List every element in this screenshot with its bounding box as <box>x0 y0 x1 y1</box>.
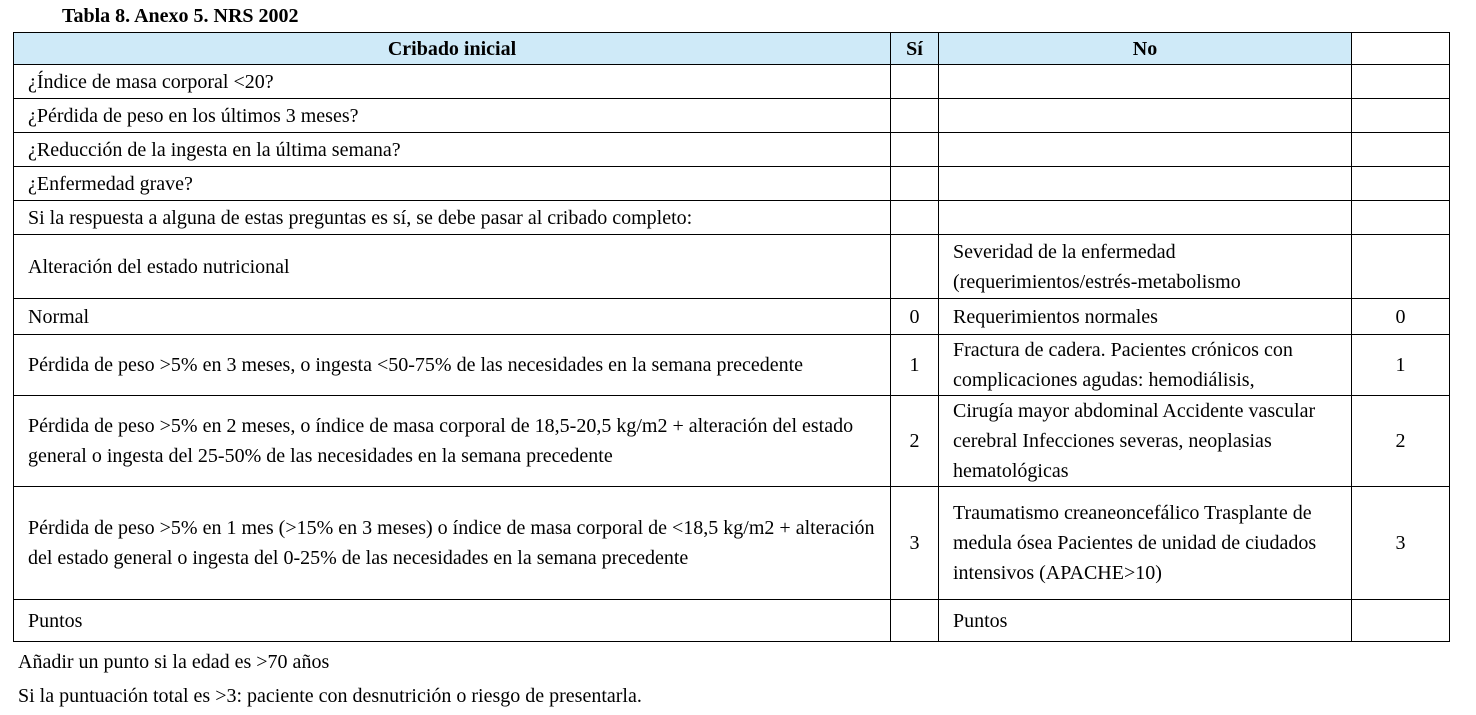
answer-no-cell <box>939 99 1352 133</box>
question-perdida-peso: ¿Pérdida de peso en los últimos 3 meses? <box>14 99 891 133</box>
header-row <box>14 33 1450 65</box>
header-cribado-inicial: Cribado inicial <box>14 33 891 65</box>
answer-extra-cell <box>1352 99 1450 133</box>
question-enfermedad-grave: ¿Enfermedad grave? <box>14 167 891 201</box>
severity-desc: Fractura de cadera. Pacientes crónicos con complicaciones agudas: hemodiálisis, <box>939 335 1352 396</box>
header-no: No <box>939 33 1352 65</box>
table-row <box>14 99 1450 133</box>
table-row <box>14 396 1450 487</box>
question-ingesta: ¿Reducción de la ingesta en la última semana? <box>14 133 891 167</box>
severity-desc: Traumatismo creaneoncefálico Trasplante de medula ósea Pacientes de unidad de ciudados intensivos (APACHE>10) <box>939 487 1352 600</box>
table-row <box>14 65 1450 99</box>
nutrition-score: 1 <box>891 335 939 396</box>
table-row <box>14 487 1450 600</box>
nutrition-desc: Pérdida de peso >5% en 2 meses, o índice de masa corporal de 18,5-20,5 kg/m2 + alteración del estado general o ingesta del 25-50% de las necesidades en la semana precedente <box>14 396 891 487</box>
empty-cell <box>891 235 939 299</box>
points-row <box>14 600 1450 642</box>
answer-extra-cell <box>1352 133 1450 167</box>
severity-desc: Requerimientos normales <box>939 299 1352 335</box>
points-label-right: Puntos <box>939 600 1352 642</box>
table-row <box>14 335 1450 396</box>
table-row <box>14 201 1450 235</box>
footer-note-score: Si la puntuación total es >3: paciente con desnutrición o riesgo de presentarla. <box>18 685 642 707</box>
severity-score: 2 <box>1352 396 1450 487</box>
empty-cell <box>939 201 1352 235</box>
table-row <box>14 167 1450 201</box>
nutrition-score: 3 <box>891 487 939 600</box>
answer-si-cell <box>891 167 939 201</box>
points-value-right <box>1352 600 1450 642</box>
severity-header-line1: Severidad de la enfermedad <box>953 240 1176 263</box>
answer-extra-cell <box>1352 65 1450 99</box>
empty-cell <box>891 201 939 235</box>
severity-score: 3 <box>1352 487 1450 600</box>
severity-desc: Cirugía mayor abdominal Accidente vascular cerebral Infecciones severas, neoplasias hematológicas <box>939 396 1352 487</box>
severity-header-line2: (requerimientos/estrés-metabolismo <box>953 270 1241 293</box>
severity-score: 0 <box>1352 299 1450 335</box>
nutrition-score: 0 <box>891 299 939 335</box>
answer-si-cell <box>891 65 939 99</box>
points-value-left <box>891 600 939 642</box>
points-label-left: Puntos <box>14 600 891 642</box>
nutrition-desc: Pérdida de peso >5% en 3 meses, o ingesta <50-75% de las necesidades en la semana precedente <box>14 335 891 396</box>
footer-note-age: Añadir un punto si la edad es >70 años <box>18 651 330 673</box>
section-header-row <box>14 235 1450 299</box>
answer-si-cell <box>891 133 939 167</box>
answer-si-cell <box>891 99 939 133</box>
table-row <box>14 133 1450 167</box>
severity-score: 1 <box>1352 335 1450 396</box>
answer-no-cell <box>939 167 1352 201</box>
empty-cell <box>1352 235 1450 299</box>
table-caption: Tabla 8. Anexo 5. NRS 2002 <box>62 5 299 27</box>
severity-section-header <box>939 235 1352 299</box>
answer-no-cell <box>939 65 1352 99</box>
nrs-2002-table <box>13 32 1450 642</box>
answer-extra-cell <box>1352 167 1450 201</box>
nutrition-desc: Normal <box>14 299 891 335</box>
answer-no-cell <box>939 133 1352 167</box>
instruction-text: Si la respuesta a alguna de estas preguntas es sí, se debe pasar al cribado completo: <box>14 201 891 235</box>
header-si: Sí <box>891 33 939 65</box>
nutrition-desc: Pérdida de peso >5% en 1 mes (>15% en 3 meses) o índice de masa corporal de <18,5 kg/m2 + alteración del estado general o ingesta del 0-25% de las necesidades en la semana precedente <box>14 487 891 600</box>
empty-cell <box>1352 201 1450 235</box>
question-imc: ¿Índice de masa corporal <20? <box>14 65 891 99</box>
table-row <box>14 299 1450 335</box>
nutrition-section-header: Alteración del estado nutricional <box>14 235 891 299</box>
nutrition-score: 2 <box>891 396 939 487</box>
header-empty <box>1352 33 1450 65</box>
